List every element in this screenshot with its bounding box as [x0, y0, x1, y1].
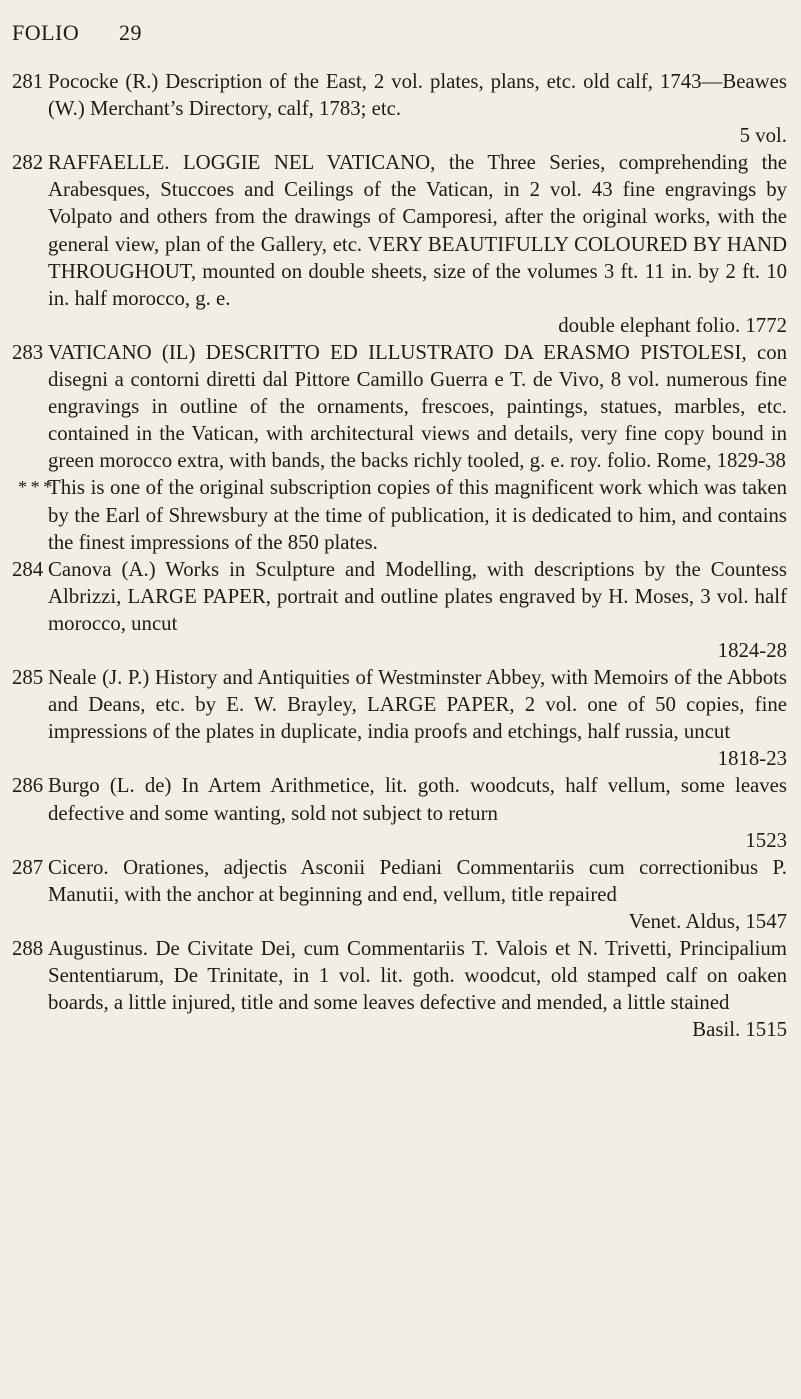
lot-number: 287: [12, 855, 44, 879]
lot-description: Canova (A.) Works in Sculpture and Modelling, with descriptions by the Countess Albrizzi, LARGE PAPER, portrait and outline plates engraved by H. Moses, 3 vol. half morocco, uncut: [48, 557, 787, 635]
lot-description: VATICANO (IL) DESCRITTO ED ILLUSTRATO DA ERASMO PISTOLESI, con disegni a contorni diretti dal Pittore Camillo Guerra e T. de Vivo, 8 vol. numerous fine engravings in outline of the ornaments, frescoes, paintings, statues, marbles, etc. contained in the Vatican, with architectural views and details, very fine copy bound in green morocco extra, with bands, the backs richly tooled, g. e. roy. folio. Rome, 1829-38: [48, 340, 787, 473]
lot-description: Neale (J. P.) History and Antiquities of Westminster Abbey, with Memoirs of the Abbots and Deans, etc. by E. W. Brayley, LARGE PAPER, 2 vol. one of 50 copies, fine impressions of the plates in duplicate, india proofs and etchings, half russia, uncut: [48, 666, 787, 744]
catalogue-entry: [0, 68, 801, 149]
catalogue-entry: [0, 339, 801, 474]
lot-number: 282: [12, 151, 44, 175]
lot-description: Pococke (R.) Description of the East, 2 vol. plates, plans, etc. old calf, 1743—Beawes (W.) Merchant’s Directory, calf, 1783; etc.: [48, 70, 787, 121]
lot-tail: 1818-23: [717, 747, 787, 771]
lot-number: 283: [12, 340, 44, 364]
lot-tail: Venet. Aldus, 1547: [628, 909, 787, 933]
lot-tail: Basil. 1515: [692, 1018, 787, 1042]
lot-description: Cicero. Orationes, adjectis Asconii Pediani Commentariis cum correctionibus P. Manutii, with the anchor at beginning and end, vellum, title repaired: [48, 855, 787, 906]
lot-tail: double elephant folio. 1772: [558, 313, 787, 337]
asterism-mark: * * *: [18, 477, 53, 498]
catalogue-entry: [0, 149, 801, 339]
catalogue-entry: [0, 664, 801, 772]
lot-number: 284: [12, 557, 44, 581]
lot-description: RAFFAELLE. LOGGIE NEL VATICANO, the Three Series, comprehending the Arabesques, Stuccoes and Ceilings of the Vatican, in 2 vol. 43 fine engravings by Volpato and others from the drawings of Camporesi, after the original works, with the general view, plan of the Gallery, etc. VERY BEAUTIFULLY COLOURED BY HAND THROUGHOUT, mounted on double sheets, size of the volumes 3 ft. 11 in. by 2 ft. 10 in. half morocco, g. e.: [48, 151, 787, 310]
catalogue-entries: [0, 68, 801, 1043]
lot-number: 286: [12, 774, 44, 798]
lot-note: [0, 474, 801, 555]
catalogue-entry: [0, 935, 801, 1043]
lot-description: Augustinus. De Civitate Dei, cum Commentariis T. Valois et N. Trivetti, Principalium Sententiarum, De Trinitate, in 1 vol. lit. goth. woodcut, old stamped calf on oaken boards, a little injured, title and some leaves defective and mended, a little stained: [48, 937, 787, 1015]
catalogue-entry: [0, 854, 801, 935]
page-number: 29: [119, 20, 142, 45]
lot-number: 281: [12, 70, 44, 93]
lot-number: 288: [12, 937, 44, 960]
lot-tail: 1824-28: [717, 638, 787, 662]
catalogue-entry: [0, 772, 801, 853]
note-text: This is one of the original subscription copies of this magnificent work which was taken by the Earl of Shrewsbury at the time of publication, it is dedicated to him, and contains the finest impressions of the 850 plates.: [48, 476, 787, 554]
folio-label: FOLIO: [12, 20, 80, 45]
lot-tail: 5 vol.: [739, 124, 787, 148]
catalogue-entry: [0, 556, 801, 664]
lot-description: Burgo (L. de) In Artem Arithmetice, lit. goth. woodcuts, half vellum, some leaves defective and some wanting, sold not subject to return: [48, 774, 787, 825]
lot-tail: 1523: [745, 828, 787, 852]
lot-number: 285: [12, 666, 44, 690]
